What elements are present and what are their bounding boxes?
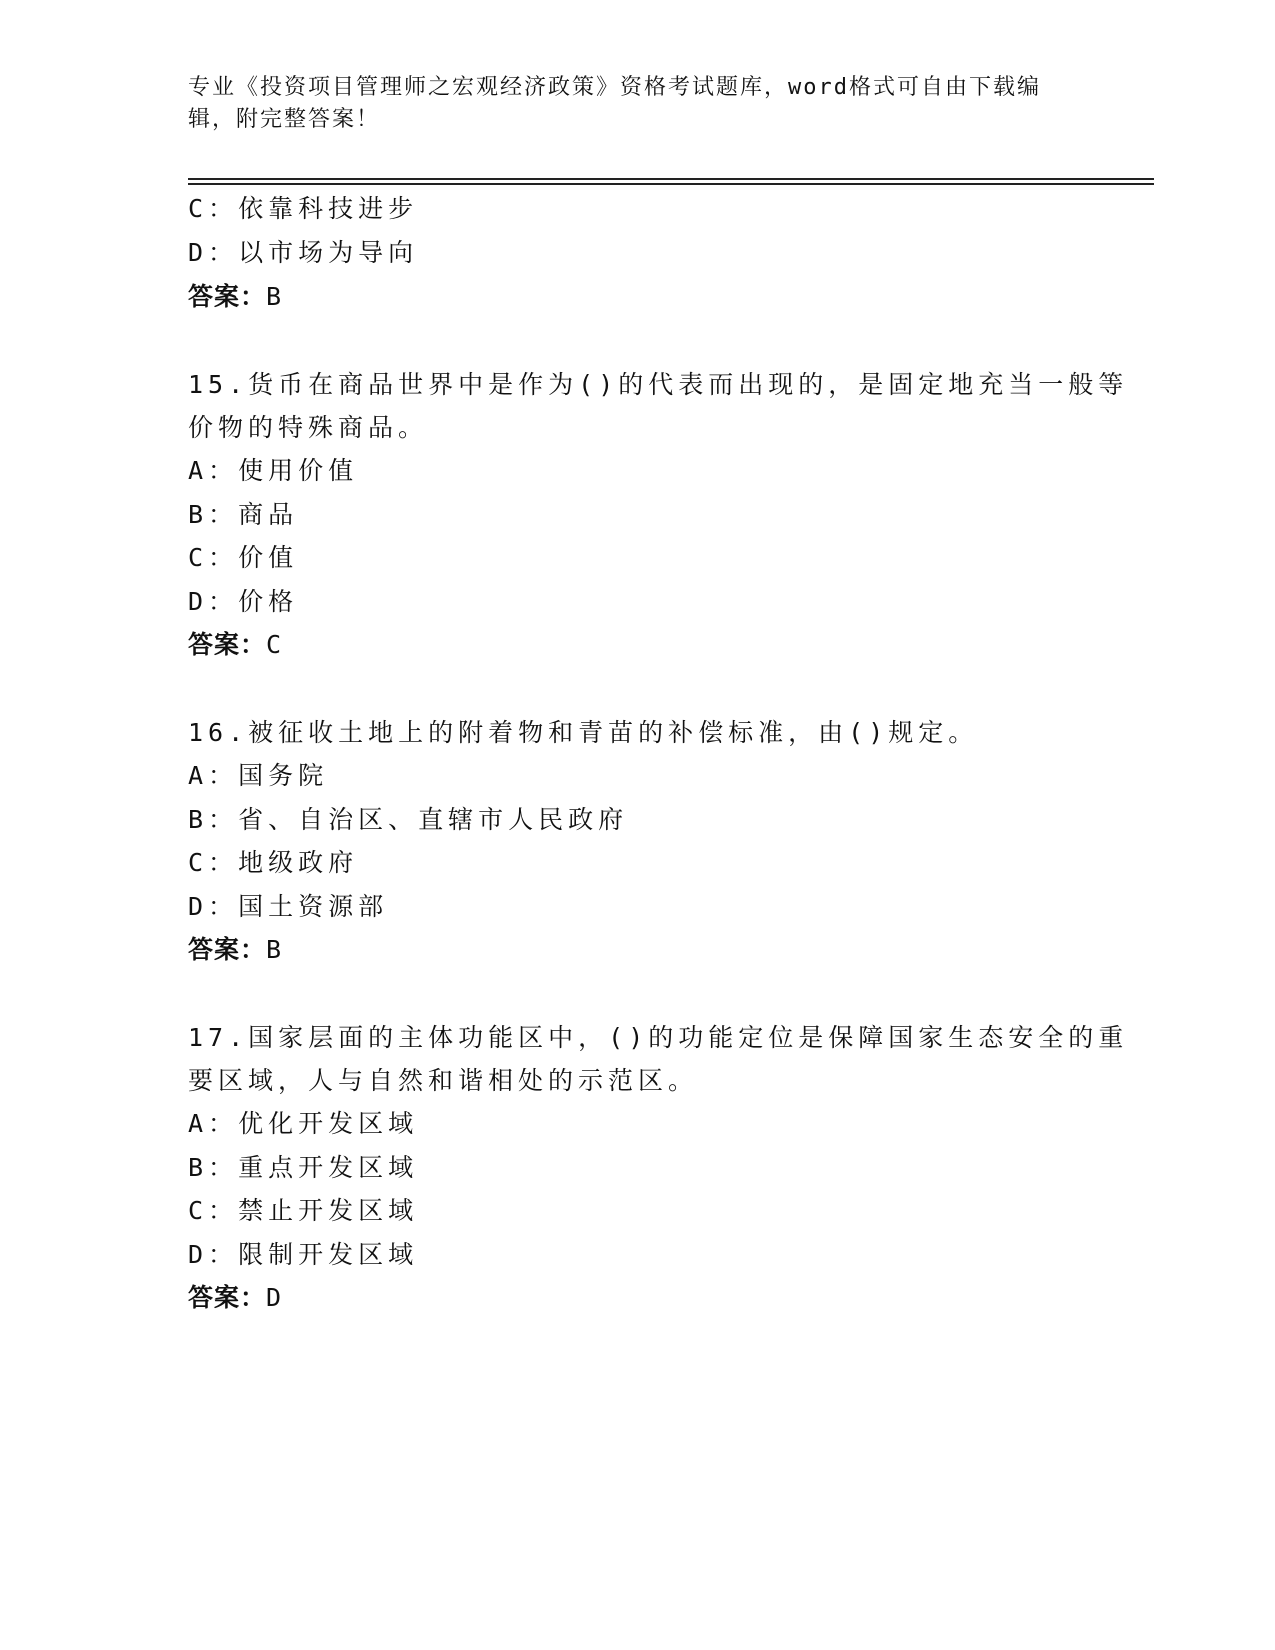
option-d: D：价格	[188, 587, 299, 616]
option-d: D：以市场为导向	[188, 238, 419, 267]
header-line-2: 辑，附完整答案！	[188, 107, 381, 132]
option-c: C：禁止开发区域	[188, 1196, 419, 1225]
answer-line: 答案：B	[188, 282, 283, 311]
option-c: C：依靠科技进步	[188, 194, 419, 223]
header-line-1: 专业《投资项目管理师之宏观经济政策》资格考试题库，word格式可自由下载编	[188, 75, 1041, 100]
option-b: B：重点开发区域	[188, 1153, 419, 1182]
option-b: B：商品	[188, 500, 299, 529]
option-c: C：价值	[188, 543, 299, 572]
question-15-stem-cont: 价物的特殊商品。	[188, 413, 429, 442]
option-d: D：国土资源部	[188, 892, 389, 921]
question-16-stem: 16.被征收土地上的附着物和青苗的补偿标准，由()规定。	[188, 718, 979, 747]
header-divider-top	[188, 178, 1154, 180]
question-17-stem-cont: 要区域，人与自然和谐相处的示范区。	[188, 1066, 699, 1095]
header-divider-bottom	[188, 183, 1154, 185]
question-15-stem: 15.货币在商品世界中是作为()的代表而出现的，是固定地充当一般等	[188, 370, 1129, 399]
answer-line: 答案：B	[188, 935, 283, 964]
option-a: A：优化开发区域	[188, 1109, 419, 1138]
document-header	[188, 72, 1068, 136]
answer-line: 答案：D	[188, 1283, 283, 1312]
option-a: A：国务院	[188, 761, 329, 790]
answer-line: 答案：C	[188, 630, 283, 659]
option-b: B：省、自治区、直辖市人民政府	[188, 805, 629, 834]
option-a: A：使用价值	[188, 456, 359, 485]
option-c: C：地级政府	[188, 848, 359, 877]
question-17-stem: 17.国家层面的主体功能区中，()的功能定位是保障国家生态安全的重	[188, 1023, 1129, 1052]
option-d: D：限制开发区域	[188, 1240, 419, 1269]
